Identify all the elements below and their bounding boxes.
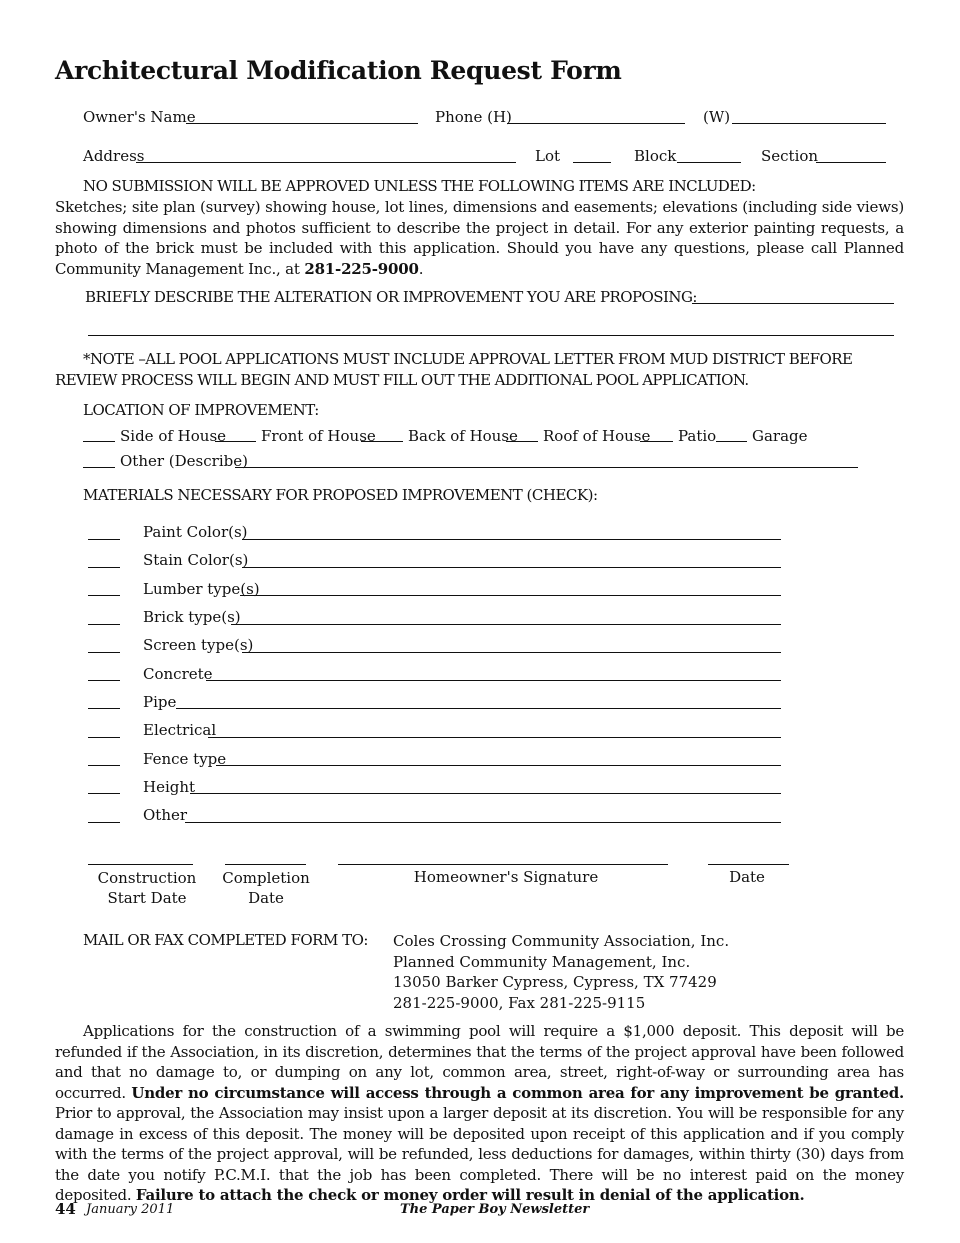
material-stain-check[interactable] — [88, 567, 120, 568]
describe-label: BRIEFLY DESCRIBE THE ALTERATION OR IMPROVEMENT YOU ARE PROPOSING: — [85, 288, 697, 306]
completion-label-line2: Date — [248, 889, 284, 907]
material-screen-check[interactable] — [88, 652, 120, 653]
pool-note-line2: REVIEW PROCESS WILL BEGIN AND MUST FILL OUT THE ADDITIONAL POOL APPLICATION. — [55, 371, 749, 389]
mail-association: Coles Crossing Community Association, Inc. — [393, 932, 730, 950]
location-other-check[interactable] — [83, 467, 115, 468]
location-back-label: Back of House — [408, 427, 518, 445]
notice-heading: NO SUBMISSION WILL BE APPROVED UNLESS THE FOLLOWING ITEMS ARE INCLUDED: — [83, 177, 756, 195]
material-electrical-label: Electrical — [143, 721, 217, 739]
location-heading: LOCATION OF IMPROVEMENT: — [83, 401, 319, 419]
mail-address-block — [393, 931, 729, 1013]
location-side-check[interactable] — [83, 441, 115, 442]
location-garage-label: Garage — [752, 427, 808, 445]
material-electrical-field[interactable] — [208, 737, 781, 738]
mail-management: Planned Community Management, Inc. — [393, 952, 691, 971]
address-field[interactable] — [136, 162, 516, 163]
notice-phone: 281-225-9000 — [304, 259, 419, 278]
pool-note-line1: *NOTE –ALL POOL APPLICATIONS MUST INCLUDE APPROVAL LETTER FROM MUD DISTRICT BEFORE — [83, 350, 853, 368]
location-other-field[interactable] — [235, 467, 858, 468]
completion-date-label — [216, 868, 316, 908]
location-front-label: Front of House — [261, 427, 376, 445]
material-screen-field[interactable] — [242, 652, 781, 653]
homeowner-signature-label: Homeowner's Signature — [413, 868, 599, 886]
location-other-label: Other (Describe) — [120, 452, 248, 470]
location-front-check[interactable] — [215, 441, 256, 442]
section-field[interactable] — [816, 162, 886, 163]
mail-label: MAIL OR FAX COMPLETED FORM TO: — [83, 931, 368, 949]
material-lumber-check[interactable] — [88, 595, 120, 596]
phone-work-field[interactable] — [732, 123, 886, 124]
owner-name-field[interactable] — [186, 123, 418, 124]
material-screen-label: Screen type(s) — [143, 636, 254, 654]
material-other-label: Other — [143, 806, 188, 824]
notice-text: Sketches; site plan (survey) showing house, lot lines, dimensions and easements; elevations (including side views) showing dimensions and photos sufficient to describe the project in detail. For any exterior painting requests, a photo of the brick must be included with this application. Should you have any questions, please call Planned Community Management Inc., at — [55, 198, 904, 278]
material-paint-check[interactable] — [88, 539, 120, 540]
signature-date-field[interactable] — [708, 864, 789, 865]
section-label: Section — [761, 147, 819, 165]
location-roof-label: Roof of House — [543, 427, 651, 445]
describe-field-1[interactable] — [692, 303, 894, 304]
material-height-field[interactable] — [190, 793, 781, 794]
completion-date-field[interactable] — [225, 864, 306, 865]
material-electrical-check[interactable] — [88, 737, 120, 738]
location-patio-label: Patio — [678, 427, 717, 445]
owner-name-label: Owner's Name — [83, 108, 196, 126]
material-stain-field[interactable] — [242, 567, 781, 568]
material-other-field[interactable] — [185, 822, 781, 823]
location-back-check[interactable] — [361, 441, 403, 442]
material-height-check[interactable] — [88, 793, 120, 794]
lot-label: Lot — [535, 147, 561, 165]
construction-start-label — [88, 868, 206, 908]
material-pipe-check[interactable] — [88, 708, 120, 709]
location-patio-check[interactable] — [640, 441, 673, 442]
signature-date-label: Date — [729, 868, 765, 886]
material-pipe-label: Pipe — [143, 693, 177, 711]
material-paint-field[interactable] — [242, 539, 781, 540]
material-lumber-label: Lumber type(s) — [143, 580, 260, 598]
page-number: 44 — [55, 1200, 76, 1218]
material-brick-check[interactable] — [88, 624, 120, 625]
construction-label-line1: Construction — [97, 869, 197, 887]
notice-end: . — [418, 259, 424, 278]
lot-field[interactable] — [573, 162, 611, 163]
deposit-bold-2: Failure to attach the check or money order will result in denial of the application. — [135, 1186, 805, 1204]
mail-phone-fax: 281-225-9000, Fax 281-225-9115 — [393, 993, 646, 1012]
location-garage-check[interactable] — [716, 441, 747, 442]
notice-body — [55, 197, 904, 279]
publication-name: The Paper Boy Newsletter — [400, 1202, 590, 1217]
address-label: Address — [83, 147, 145, 165]
construction-start-field[interactable] — [88, 864, 193, 865]
material-concrete-check[interactable] — [88, 680, 120, 681]
materials-heading: MATERIALS NECESSARY FOR PROPOSED IMPROVEMENT (CHECK): — [83, 486, 598, 504]
material-stain-label: Stain Color(s) — [143, 551, 249, 569]
deposit-paragraph — [55, 1021, 904, 1206]
material-fence-check[interactable] — [88, 765, 120, 766]
issue-date: January 2011 — [86, 1202, 175, 1217]
material-fence-label: Fence type — [143, 750, 227, 768]
phone-home-field[interactable] — [507, 123, 685, 124]
block-label: Block — [634, 147, 677, 165]
completion-label-line1: Completion — [222, 869, 310, 887]
location-side-label: Side of House — [120, 427, 227, 445]
deposit-text-2: Prior to approval, the Association may insist upon a larger deposit at its discretion. You will be responsible for any damage in excess of this deposit. The money will be deposited upon receipt of this application and if you comply with the terms of the project approval, will be refunded, less deductions for damages, within thirty (30) days from the date you notify P.C.M.I. that the job has been completed. There will be no interest paid on the money deposited. — [55, 1104, 904, 1204]
material-concrete-field[interactable] — [206, 680, 781, 681]
phone-home-label: Phone (H) — [435, 108, 512, 126]
construction-label-line2: Start Date — [107, 889, 187, 907]
material-concrete-label: Concrete — [143, 665, 213, 683]
material-height-label: Height — [143, 778, 196, 796]
mail-street: 13050 Barker Cypress, Cypress, TX 77429 — [393, 973, 717, 991]
block-field[interactable] — [677, 162, 741, 163]
material-brick-field[interactable] — [231, 624, 781, 625]
homeowner-signature-field[interactable] — [338, 864, 668, 865]
material-paint-label: Paint Color(s) — [143, 523, 248, 541]
deposit-bold-1: Under no circumstance will access through a common area for any improvement be granted. — [131, 1083, 904, 1102]
phone-work-label: (W) — [703, 108, 731, 126]
page-title: Architectural Modification Request Form — [55, 56, 622, 85]
deposit-text-1: Applications for the construction of a swimming pool will require a $1,000 deposit. This deposit will be refunded if the Association, in its discretion, determines that the terms of the project approval have been followed and that no damage to, or dumping on any lot, common area, street, right-of-way or surrounding area has occurred. — [55, 1022, 904, 1102]
location-roof-check[interactable] — [506, 441, 538, 442]
material-lumber-field[interactable] — [240, 595, 781, 596]
material-pipe-field[interactable] — [176, 708, 781, 709]
describe-field-2[interactable] — [88, 335, 894, 336]
material-fence-field[interactable] — [216, 765, 781, 766]
material-other-check[interactable] — [88, 822, 120, 823]
material-brick-label: Brick type(s) — [143, 608, 241, 626]
